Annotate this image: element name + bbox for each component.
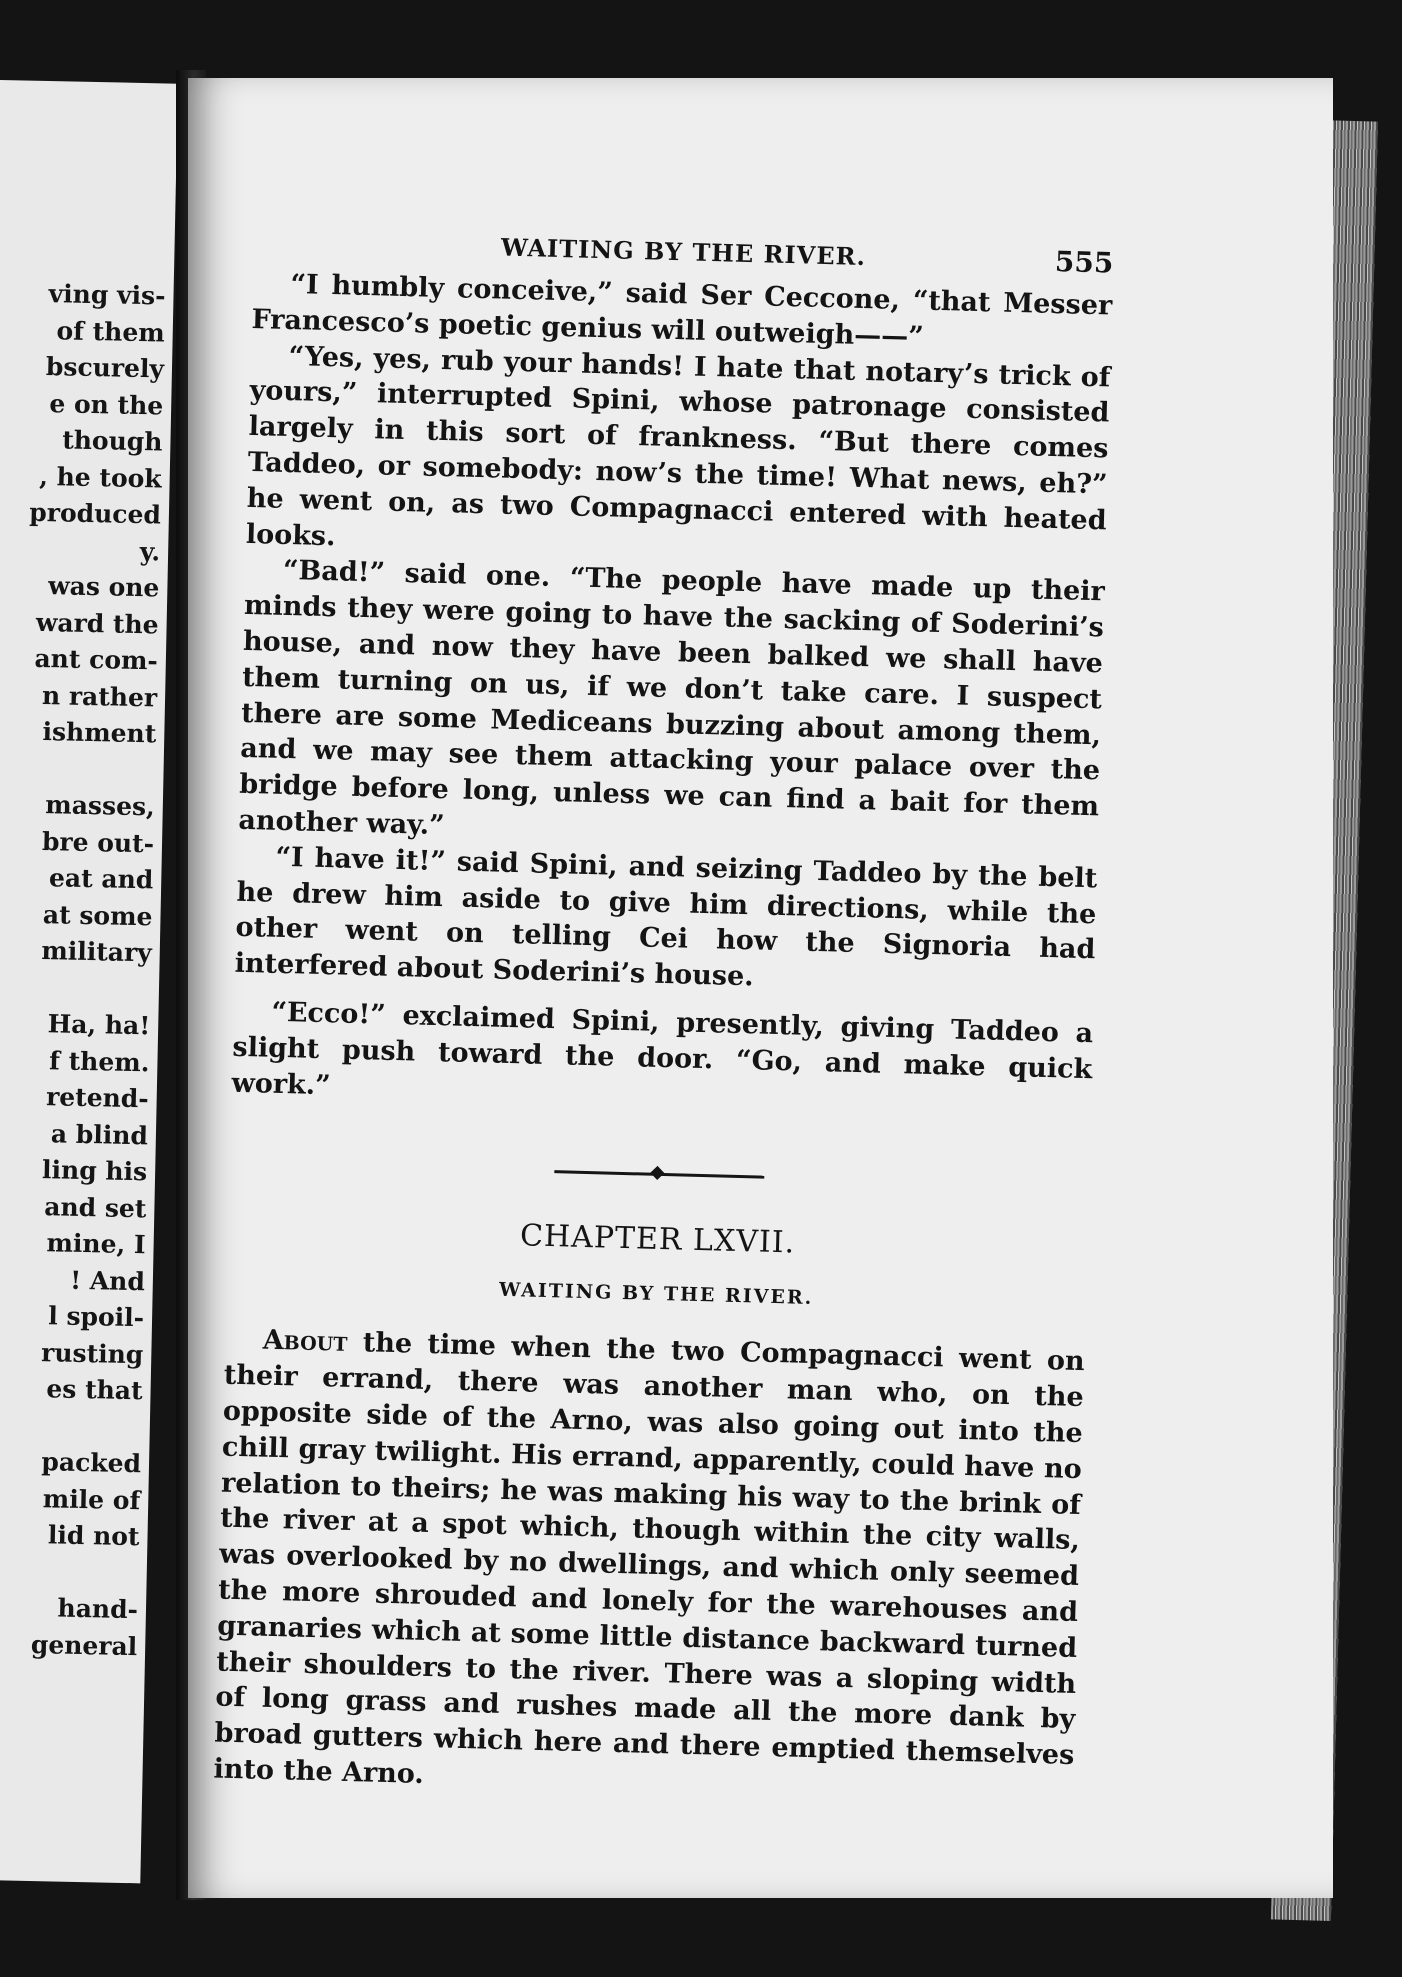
facing-page-line: masses, xyxy=(45,790,156,822)
facing-page-line: ant com- xyxy=(34,643,159,676)
facing-page-line: y. xyxy=(139,536,161,566)
paragraph-2: “Yes, yes, rub your hands! I hate that notary’s trick of yours,” interrupted Spini, whose patronage consisted largely in this sort of frankness. “But there comes Taddeo, or somebody: now’s the time! What news, eh?” he went on, as two Compagnacci entered with heated looks. xyxy=(245,340,1111,552)
paragraph-4: “I have it!” said Spini, and seizing Taddeo by the belt he drew him aside to give him directions, while the other went on telling Cei how the Signoria had interfered about Soderini’s house. xyxy=(234,841,1098,993)
facing-page-line: general xyxy=(30,1629,138,1661)
facing-page-line: n rather xyxy=(41,680,158,712)
facing-page-line: of them xyxy=(56,315,166,348)
chapter-subtitle: WAITING BY THE RIVER. xyxy=(498,1279,814,1310)
chapter-opening-paragraph xyxy=(213,1322,1085,1810)
section-divider xyxy=(554,1166,764,1183)
facing-page-line: e on the xyxy=(49,388,164,420)
facing-page-line: military xyxy=(41,936,153,968)
facing-page-line: mine, I xyxy=(46,1228,146,1260)
facing-page-line: hand- xyxy=(57,1593,139,1625)
facing-page-line xyxy=(0,1550,139,1592)
facing-page-line: ling his xyxy=(41,1155,148,1187)
facing-page-line: ving vis- xyxy=(48,279,166,311)
facing-page-line xyxy=(0,966,151,1008)
facing-page-line: at some xyxy=(42,899,153,931)
facing-page-line: bscurely xyxy=(45,352,165,384)
facing-page-line: es that xyxy=(46,1374,143,1406)
facing-page-line: and set xyxy=(44,1191,147,1223)
facing-page-line: Ha, ha! xyxy=(47,1009,151,1041)
facing-page-line: f them. xyxy=(48,1045,150,1077)
facing-page-line: , he took xyxy=(38,461,162,493)
facing-page-line: produced xyxy=(29,497,162,530)
facing-page-line: bre out- xyxy=(41,826,155,858)
facing-page-line xyxy=(0,747,156,789)
facing-page-line: rusting xyxy=(40,1337,144,1369)
facing-page xyxy=(0,80,178,1883)
facing-page-line: lid not xyxy=(47,1520,140,1552)
page-number: 555 xyxy=(1054,244,1114,280)
paragraph-1: “I humbly conceive,” said Ser Ceccone, “that Messer Francesco’s poetic genius will outweigh——” xyxy=(251,268,1113,353)
facing-page-line: l spoil- xyxy=(48,1301,145,1333)
facing-page-line: though xyxy=(61,425,163,457)
facing-page-line: mile of xyxy=(42,1483,141,1515)
facing-page-line: ! And xyxy=(69,1265,146,1296)
facing-page-line: eat and xyxy=(48,863,154,895)
divider-diamond-icon xyxy=(650,1166,664,1180)
facing-page-line: retend- xyxy=(45,1082,149,1114)
page-content xyxy=(213,226,1114,1810)
facing-page-line xyxy=(0,1404,142,1446)
drop-word: About xyxy=(262,1324,348,1359)
facing-page-text xyxy=(0,273,166,1665)
facing-page-line: a blind xyxy=(50,1118,149,1150)
chapter-title: CHAPTER LXVII. xyxy=(519,1218,796,1261)
running-title: WAITING BY THE RIVER. xyxy=(500,232,867,272)
facing-page-line: ishment xyxy=(42,717,157,749)
paragraph-5: “Ecco!” exclaimed Spini, presently, giving Taddeo a slight push toward the door. “Go, and make quick work.” xyxy=(231,996,1094,1101)
paragraph-3: “Bad!” said one. “The people have made up their minds they were going to have the sacking of Soderini’s house, and now they have been balked we shall have them turning on us, if we don’t take care. I suspect there are some Mediceans buzzing about among them, and we may see them attacking your palace over the bridge before long, unless we can find a bait for them another way.” xyxy=(238,555,1106,842)
facing-page-line: was one xyxy=(47,571,160,603)
facing-page-line: packed xyxy=(41,1447,142,1479)
chapter-body-text: the time when the two Compagnacci went on their errand, there was another man who, on the opposite side of the Arno, was also going out into the chill gray twilight. His errand, apparently, could have no relation to theirs; he was making his way to the brink of the river at a spot which, though within the city walls, was overlooked by no dwellings, and which only seemed the more shrouded and lonely for the warehouses and granaries which at some little distance backward turned their shoulders to the river. There was a sloping width of long grass and rushes made all the more dank by broad gutters which here and there emptied themselves into the Arno. xyxy=(213,1327,1085,1790)
facing-page-line: ward the xyxy=(35,607,159,639)
book-page xyxy=(188,78,1333,1898)
